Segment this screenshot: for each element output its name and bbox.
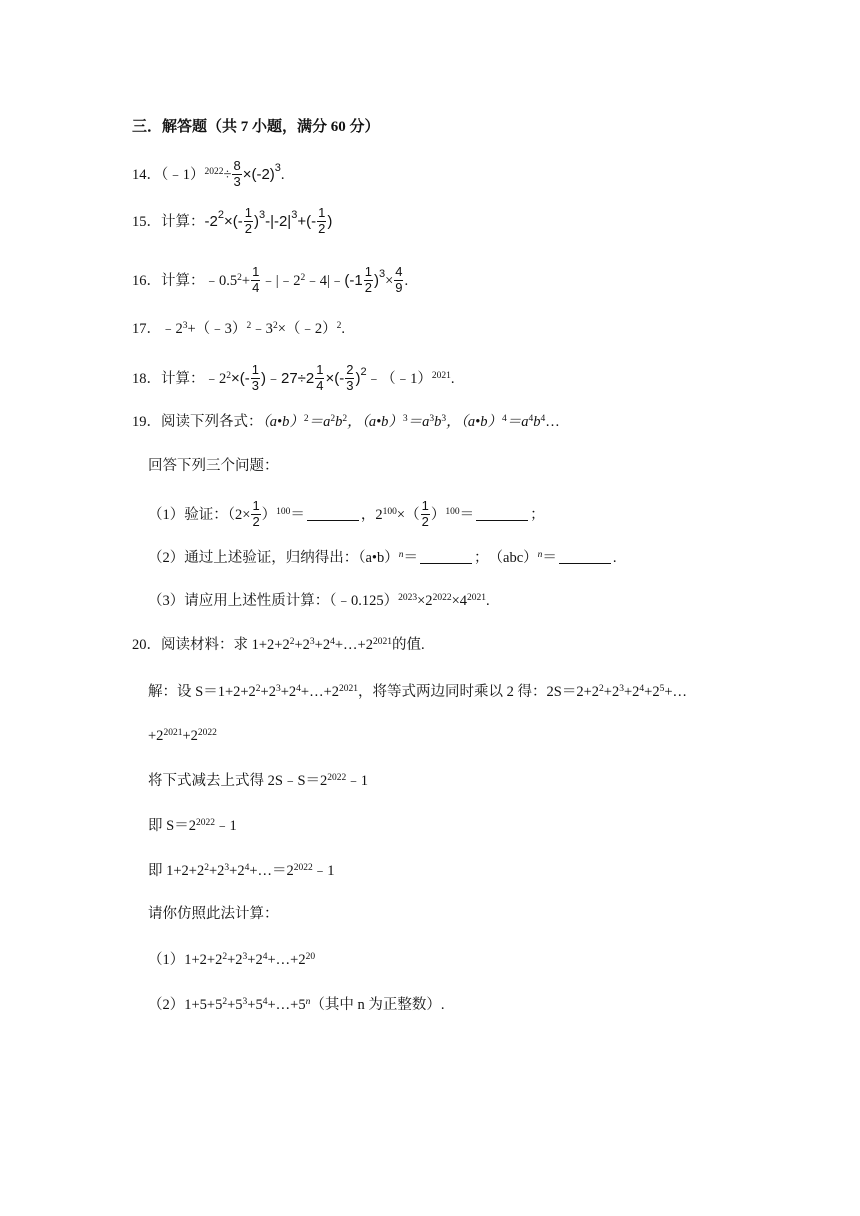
- problem-number: 14．: [132, 166, 161, 183]
- problem-16: 16．计算：$﹣0.5^2+$ $\frac{1}{4}$ $﹣|﹣2^2﹣4|﹣(-1$ $\frac{1}{2}$ )$^3$× $\frac{4}{9}$ .: [132, 264, 409, 295]
- problem-19-q1: （1）验证：（2× $\frac{1}{2}$ ）$^{100}$＝ ，$2^{100}\times$（ $\frac{1}{2}$ ）$^{100}$＝ ；: [148, 498, 545, 529]
- answer-blank[interactable]: [476, 508, 528, 521]
- problem-number: 19．: [132, 414, 161, 430]
- fraction: $\frac{1}{2}$: [421, 498, 429, 529]
- problem-number: 16．: [132, 272, 161, 289]
- answer-blank[interactable]: [559, 551, 611, 564]
- problem-18: 18．计算：$﹣2^2\times(-$ $\frac{1}{3}$ )﹣27÷2 $\frac{1}{4}$ ×(- $\frac{2}{3}$ )$^2$﹣（﹣1）$^{2021}$.: [132, 362, 455, 393]
- problem-number: 17．: [132, 321, 161, 337]
- fraction: $\frac{2}{3}$: [346, 362, 354, 393]
- problem-20-solution-line2: $+2^{2021}+2^{2022}$: [148, 727, 217, 744]
- problem-20-intro: 20．阅读材料：求 $1+2+2^2+2^3+2^4+\dots+2^{2021}$的值.: [132, 636, 425, 653]
- problem-19-prompt: 回答下列三个问题：: [148, 458, 279, 474]
- problem-number: 20．: [132, 637, 161, 653]
- problem-17: 17．$﹣2^3+(﹣3)^2﹣3^2\times(﹣2)^2$.: [132, 320, 345, 337]
- fraction: $\frac{1}{4}$: [316, 362, 324, 393]
- problem-20-solution-line4: 即 $S=2^{2022}﹣1$: [148, 817, 237, 834]
- problem-20-solution-line3: 将下式减去上式得 $2S﹣S=2^{2022}﹣1$: [148, 772, 369, 789]
- problem-15: 15．计算：$-2^2\times(-$ $\frac{1}{2}$ )$^3-|-2|^3+(-$ $\frac{1}{2}$ ): [132, 205, 333, 236]
- fraction: $\frac{1}{2}$: [364, 264, 372, 295]
- section-title: 三．解答题（共 7 小题，满分 60 分）: [132, 119, 380, 135]
- fraction: $\frac{1}{2}$: [244, 205, 252, 236]
- answer-blank[interactable]: [307, 508, 359, 521]
- problem-20-solution-line5: 即 $1+2+2^2+2^3+2^4+\dots=2^{2022}﹣1$: [148, 862, 335, 879]
- answer-blank[interactable]: [420, 551, 472, 564]
- problem-19-q3: （3）请应用上述性质计算：$(﹣0.125)^{2023}\times 2^{2022}\times 4^{2021}$.: [148, 592, 490, 609]
- fraction: $\frac{1}{2}$: [318, 205, 326, 236]
- problem-20-q1: $(1)1+2+2^2+2^3+2^4+\dots+2^{20}$: [148, 951, 316, 968]
- fraction: $\frac{8}{3}$: [233, 158, 241, 189]
- problem-number: 15．: [132, 213, 161, 230]
- fraction: $\frac{1}{4}$: [252, 264, 260, 295]
- fraction: $\frac{1}{3}$: [251, 362, 259, 393]
- problem-20-solution-line1: 解：设 $S=1+2+2^2+2^3+2^4+\dots+2^{2021}$，将等式两边同时乘以 2 得：$2S=2+2^2+2^3+2^4+2^5+\dots$: [148, 683, 688, 700]
- fraction: $\frac{4}{9}$: [395, 264, 403, 295]
- fraction: $\frac{1}{2}$: [252, 498, 260, 529]
- problem-20-instruction: 请你仿照此法计算：: [148, 906, 279, 922]
- problem-20-q2: $(2)1+5+5^2+5^3+5^4+\dots+5^n$（其中 n 为正整数）.: [148, 996, 445, 1013]
- problem-19-intro: 19．阅读下列各式：$(a•b)^2=a^2b^2$，$(a•b)^3=a^3b^3$，$(a•b)^4=a^4b^4\dots$: [132, 413, 560, 430]
- problem-19-q2: （2）通过上述验证，归纳得出：（a•b）$^n$＝ ； （abc）$^n$＝ .: [148, 549, 617, 566]
- problem-14: 14．（﹣1）$^{2022}$÷ $\frac{8}{3}$ $\times(-2)^3$.: [132, 158, 285, 189]
- problem-number: 18．: [132, 370, 161, 387]
